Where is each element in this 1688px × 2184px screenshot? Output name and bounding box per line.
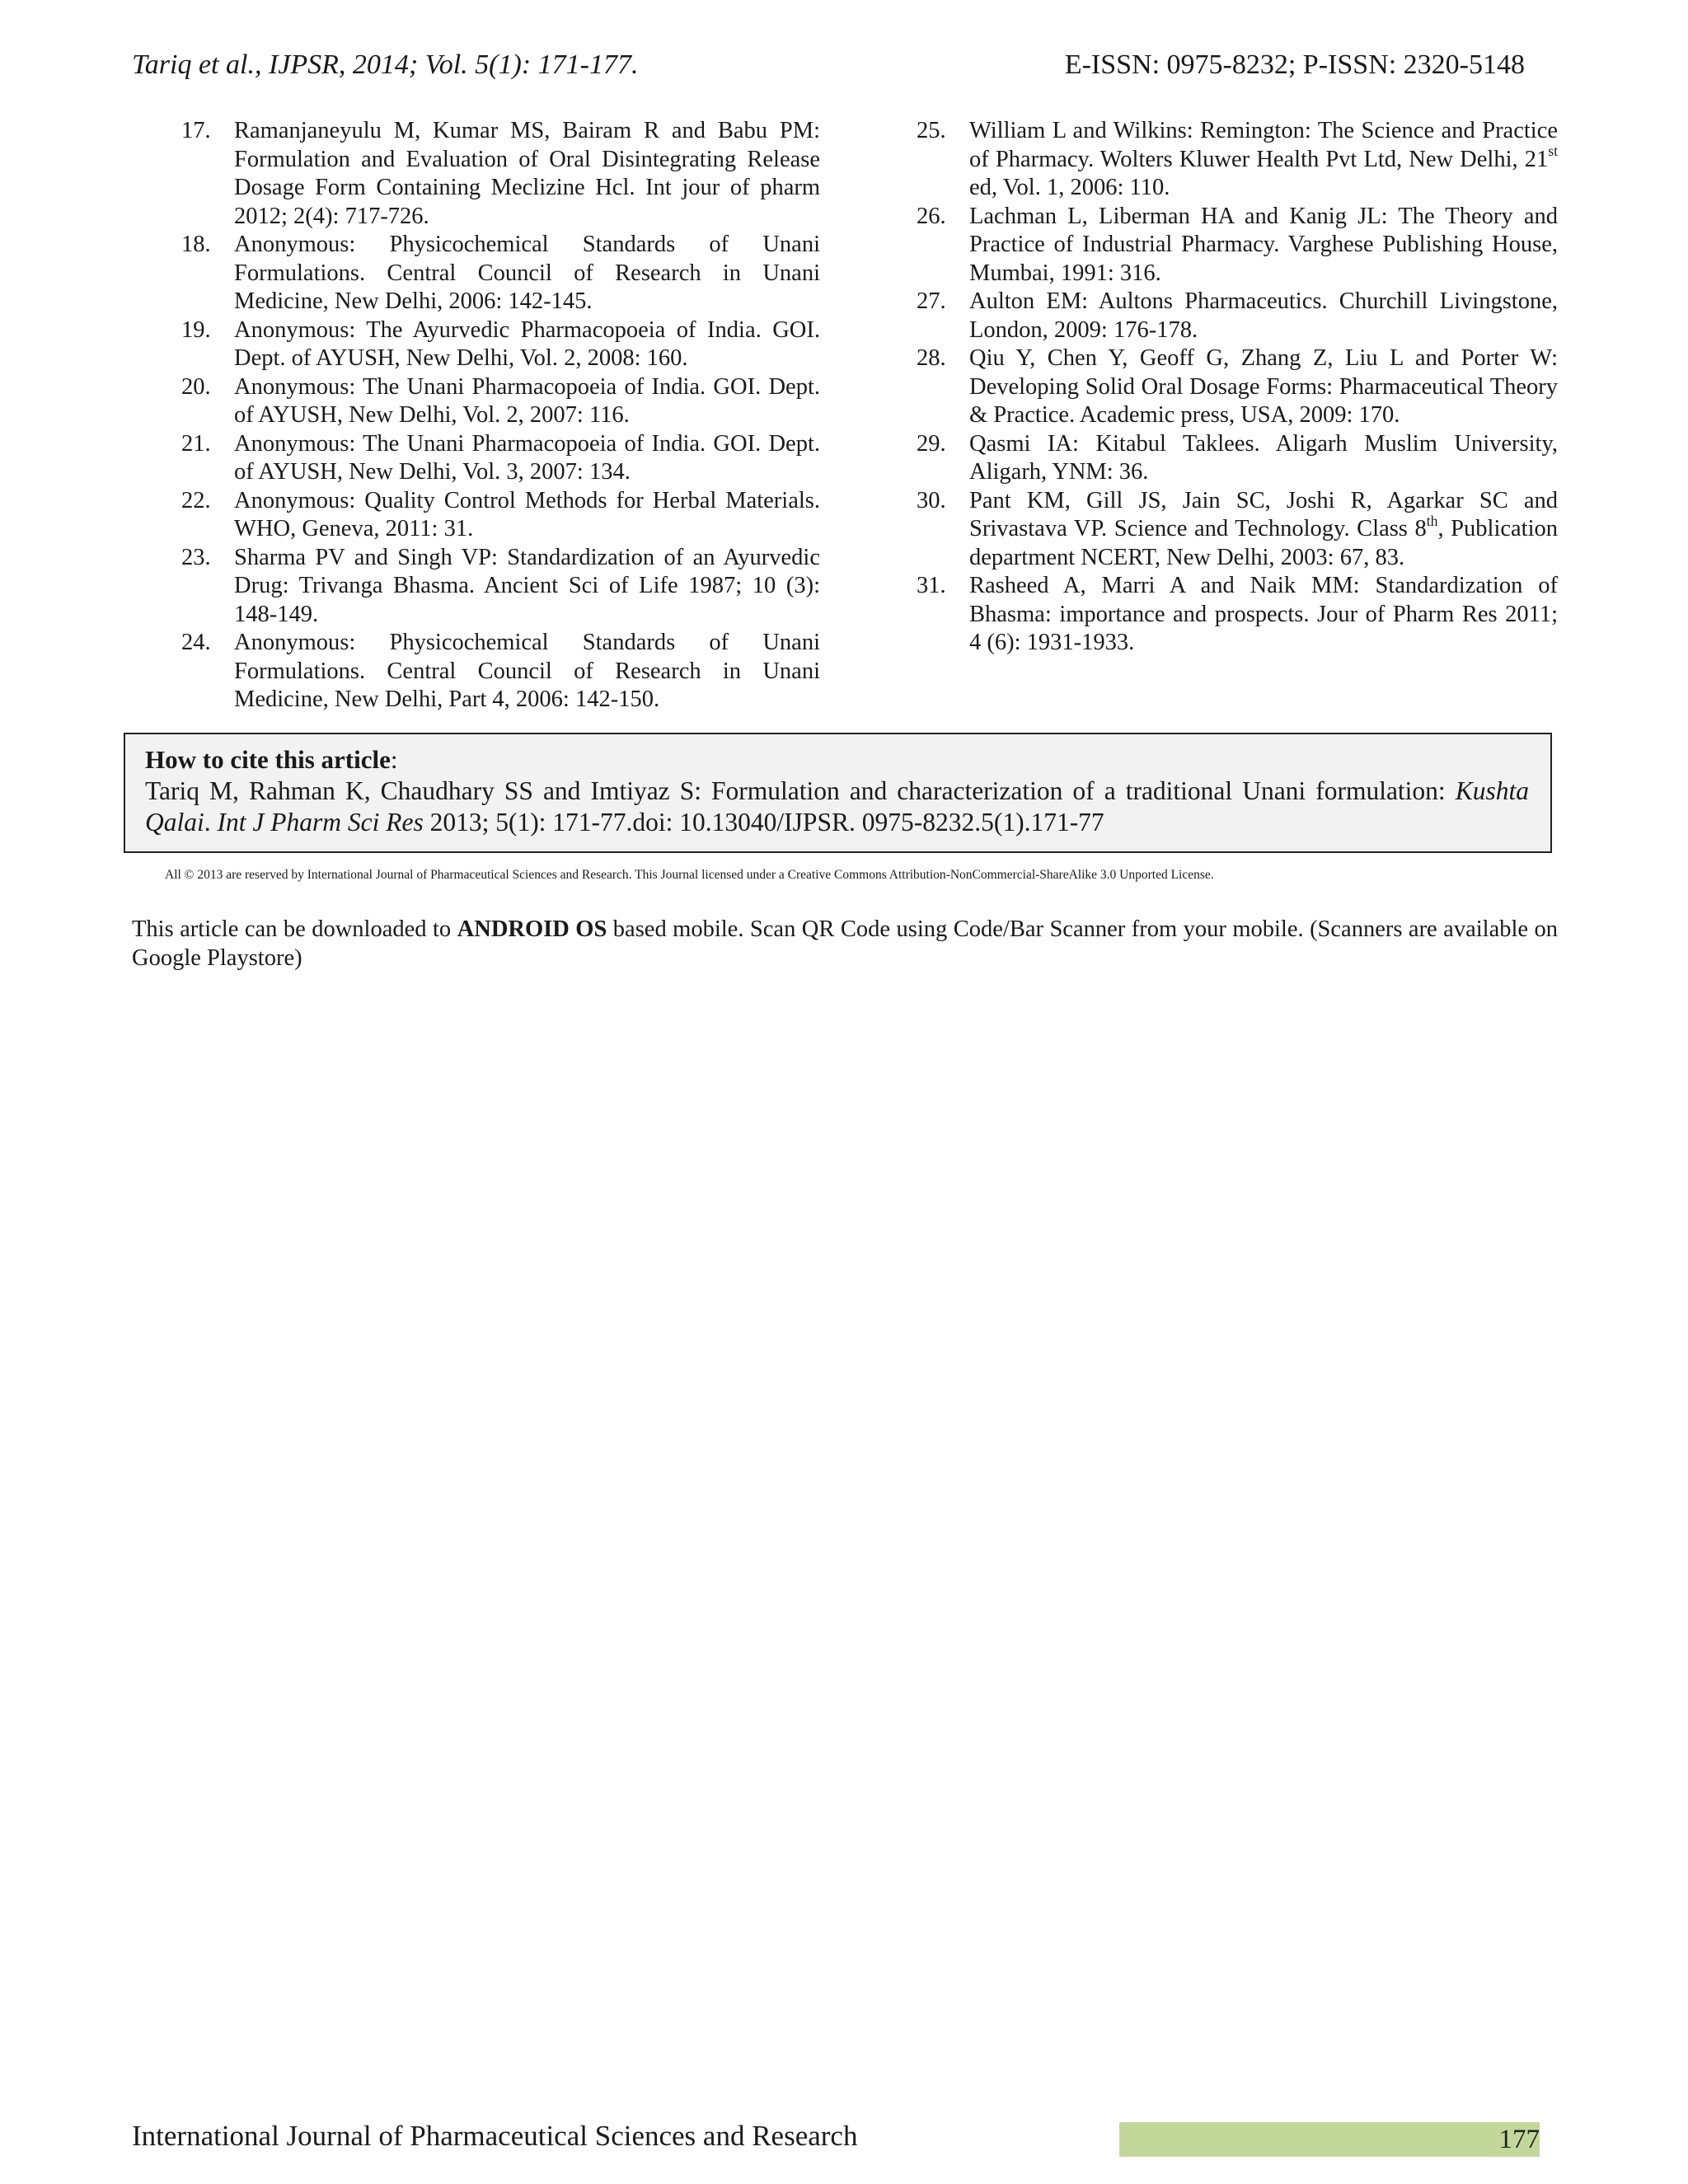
page-number: 177	[1498, 2125, 1540, 2154]
citation-separator: .	[204, 808, 218, 837]
reference-item	[181, 487, 820, 544]
reference-item	[917, 203, 1558, 288]
download-note-text: based mobile. Scan QR Code using Code/Bar Scanner from your mobile. (Scanners are available on Google Playstore)	[132, 916, 1559, 971]
download-note	[132, 915, 1558, 972]
license-notice: All © 2013 are reserved by International Journal of Pharmaceutical Sciences and Research. This Journal licensed under a Creative Commons Attribution-NonCommercial-ShareAlike 3.0 Unported License.	[165, 868, 1214, 882]
reference-text: Qiu Y, Chen Y, Geoff G, Zhang Z, Liu L and Porter W: Developing Solid Oral Dosage Forms: Pharmaceutical Theory & Practice. Academic press, USA, 2009: 170.	[969, 345, 1558, 428]
reference-item	[181, 629, 820, 715]
reference-item	[181, 231, 820, 316]
reference-number: 18.	[181, 232, 211, 257]
reference-number: 26.	[917, 203, 946, 229]
ordinal-superscript: st	[1548, 143, 1558, 160]
reference-item	[181, 373, 820, 430]
reference-number: 31.	[917, 573, 946, 598]
citation-heading-colon: :	[390, 745, 398, 774]
reference-text: Qasmi IA: Kitabul Taklees. Aligarh Muslim University, Aligarh, YNM: 36.	[969, 430, 1558, 485]
citation-heading-label: How to cite this article	[145, 745, 391, 774]
footer-journal-name: International Journal of Pharmaceutical Sciences and Research	[132, 2120, 858, 2152]
reference-item	[181, 544, 820, 630]
references-column-left	[181, 117, 820, 715]
reference-number: 30.	[917, 487, 946, 513]
reference-text	[969, 487, 1558, 573]
download-note-os: ANDROID OS	[457, 916, 607, 942]
reference-text: Anonymous: The Unani Pharmacopoeia of India. GOI. Dept. of AYUSH, New Delhi, Vol. 3, 2007: 134.	[234, 430, 820, 485]
reference-item	[917, 430, 1558, 487]
header-citation: Tariq et al., IJPSR, 2014; Vol. 5(1): 171-177.	[132, 49, 639, 80]
reference-number: 19.	[181, 316, 211, 343]
reference-text-part: ed, Vol. 1, 2006: 110.	[969, 175, 1170, 200]
reference-number: 22.	[181, 487, 211, 513]
running-header	[132, 49, 1525, 86]
reference-item	[917, 344, 1558, 430]
reference-text: Anonymous: Physicochemical Standards of Unani Formulations. Central Council of Research in Unani Medicine, New Delhi, 2006: 142-145.	[234, 232, 820, 314]
reference-text	[969, 117, 1558, 203]
references-column-right	[917, 117, 1558, 658]
reference-number: 23.	[181, 544, 211, 570]
ordinal-superscript: th	[1426, 512, 1438, 529]
reference-text: Lachman L, Liberman HA and Kanig JL: The Theory and Practice of Industrial Pharmacy. Varghese Publishing House, Mumbai, 1991: 316.	[969, 203, 1558, 286]
reference-text-part: Pant KM, Gill JS, Jain SC, Joshi R, Agarkar SC and Srivastava VP. Science and Technology. Class 8	[969, 487, 1558, 541]
download-note-text: This article can be downloaded to	[132, 916, 457, 942]
reference-number: 24.	[181, 630, 211, 655]
reference-item	[917, 572, 1558, 658]
reference-text: Sharma PV and Singh VP: Standardization of an Ayurvedic Drug: Trivanga Bhasma. Ancient Sci of Life 1987; 10 (3): 148-149.	[234, 544, 820, 627]
reference-item	[917, 487, 1558, 573]
citation-authors: Tariq M, Rahman K, Chaudhary SS and Imtiyaz S: Formulation and characterization of a traditional Unani formulation:	[145, 776, 1456, 805]
reference-text: Rasheed A, Marri A and Naik MM: Standardization of Bhasma: importance and prospects. Jour of Pharm Res 2011; 4 (6): 1931-1933.	[969, 573, 1558, 655]
citation-journal: Int J Pharm Sci Res	[217, 808, 424, 837]
reference-item	[181, 117, 820, 231]
citation-box	[124, 733, 1552, 853]
reference-item	[917, 288, 1558, 344]
reference-text: Anonymous: Quality Control Methods for Herbal Materials. WHO, Geneva, 2011: 31.	[234, 487, 820, 541]
reference-item	[181, 430, 820, 487]
reference-number: 17.	[181, 118, 211, 143]
citation-text	[145, 776, 1529, 838]
reference-text: Anonymous: The Ayurvedic Pharmacopoeia of India. GOI. Dept. of AYUSH, New Delhi, Vol. 2, 2008: 160.	[234, 316, 820, 371]
reference-text-part: , Publication department NCERT, New Delhi, 2003: 67, 83.	[969, 516, 1558, 570]
reference-number: 20.	[181, 373, 211, 400]
reference-number: 25.	[917, 118, 946, 143]
citation-heading	[145, 744, 1529, 776]
header-issn: E-ISSN: 0975-8232; P-ISSN: 2320-5148	[1064, 49, 1525, 80]
citation-details: 2013; 5(1): 171-77.doi: 10.13040/IJPSR. 0975-8232.5(1).171-77	[423, 808, 1104, 837]
reference-item	[917, 117, 1558, 203]
reference-text-part: William L and Wilkins: Remington: The Science and Practice of Pharmacy. Wolters Kluwer Health Pvt Ltd, New Delhi, 21	[969, 118, 1558, 172]
citation-article-title: Kushta Qalai	[145, 776, 1529, 837]
reference-text: Anonymous: The Unani Pharmacopoeia of India. GOI. Dept. of AYUSH, New Delhi, Vol. 2, 2007: 116.	[234, 373, 820, 428]
reference-text: Aulton EM: Aultons Pharmaceutics. Churchill Livingstone, London, 2009: 176-178.	[969, 288, 1558, 343]
reference-number: 21.	[181, 430, 211, 457]
reference-item	[181, 316, 820, 373]
reference-text: Ramanjaneyulu M, Kumar MS, Bairam R and Babu PM: Formulation and Evaluation of Oral Disintegrating Release Dosage Form Containing Meclizine Hcl. Int jour of pharm 2012; 2(4): 717-726.	[234, 118, 820, 229]
reference-number: 27.	[917, 288, 946, 314]
reference-text: Anonymous: Physicochemical Standards of Unani Formulations. Central Council of Research in Unani Medicine, New Delhi, Part 4, 2006: 142-150.	[234, 630, 820, 712]
footer-page-bar	[1119, 2122, 1540, 2157]
reference-number: 29.	[917, 430, 946, 457]
reference-number: 28.	[917, 345, 946, 371]
